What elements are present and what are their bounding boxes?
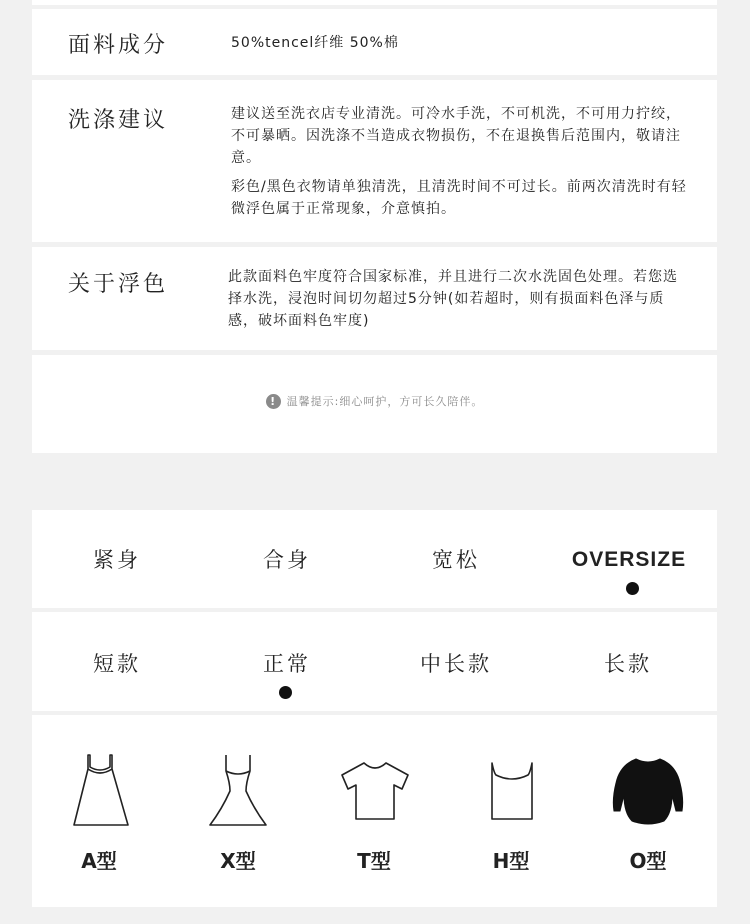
washing-advice-text-2: 彩色/黑色衣物请单独清洗，且清洗时间不可过长。前两次清洗时有轻微浮色属于正常现象，介意慎拍。 — [231, 179, 687, 217]
silhouette-label-t: T型 — [357, 849, 391, 873]
color-bleeding-title: 关于浮色 — [68, 272, 169, 297]
fabric-composition-text: 50%tencel纤维 50%棉 — [231, 35, 399, 51]
washing-advice-card — [32, 80, 717, 242]
color-bleeding-text: 此款面料色牢度符合国家标准，并且进行二次水洗固色处理。若您选择水洗，浸泡时间切勿超过5分钟(如若超时，则有损面料色泽与质感，破坏面料色牢度) — [228, 269, 678, 329]
h-line-tank-icon — [484, 759, 540, 823]
washing-advice-title: 洗涤建议 — [68, 108, 169, 133]
silhouette-label-h: H型 — [492, 849, 530, 873]
t-shirt-icon — [338, 759, 412, 823]
washing-advice-text: 建议送至洗衣店专业清洗。可冷水手洗，不可机洗，不可用力拧绞，不可暴晒。因洗涤不当造成衣物损伤，不在退换售后范围内，敬请注意。 — [231, 106, 681, 166]
o-line-top-icon — [610, 755, 686, 827]
fit-row — [32, 510, 717, 608]
x-line-dress-icon — [204, 751, 272, 829]
tip-text: 温馨提示:细心呵护，方可长久陪伴。 — [286, 395, 484, 408]
fit-selected-dot — [626, 582, 639, 595]
length-option-mid-long: 中长款 — [420, 652, 492, 676]
top-sliver — [32, 0, 717, 5]
length-option-long: 长款 — [604, 652, 652, 676]
fabric-composition-card — [32, 9, 717, 75]
color-bleeding-card — [32, 247, 717, 350]
silhouette-label-a: A型 — [81, 849, 117, 873]
fit-option-loose: 宽松 — [432, 548, 480, 572]
length-selected-dot — [279, 686, 292, 699]
silhouette-label-x: X型 — [220, 849, 256, 873]
silhouette-label-o: O型 — [629, 849, 667, 873]
silhouette-row — [32, 715, 717, 907]
fit-option-regular: 合身 — [263, 548, 311, 572]
length-row — [32, 612, 717, 711]
tip-card — [32, 355, 717, 453]
fabric-composition-title: 面料成分 — [68, 33, 169, 58]
fit-option-tight: 紧身 — [93, 548, 141, 572]
tip — [32, 393, 717, 409]
fit-option-oversize: OVERSIZE — [571, 548, 687, 571]
a-line-dress-icon — [66, 751, 134, 829]
exclamation-circle-icon: ! — [266, 394, 281, 409]
length-option-short: 短款 — [93, 652, 141, 676]
length-option-normal: 正常 — [263, 652, 311, 676]
